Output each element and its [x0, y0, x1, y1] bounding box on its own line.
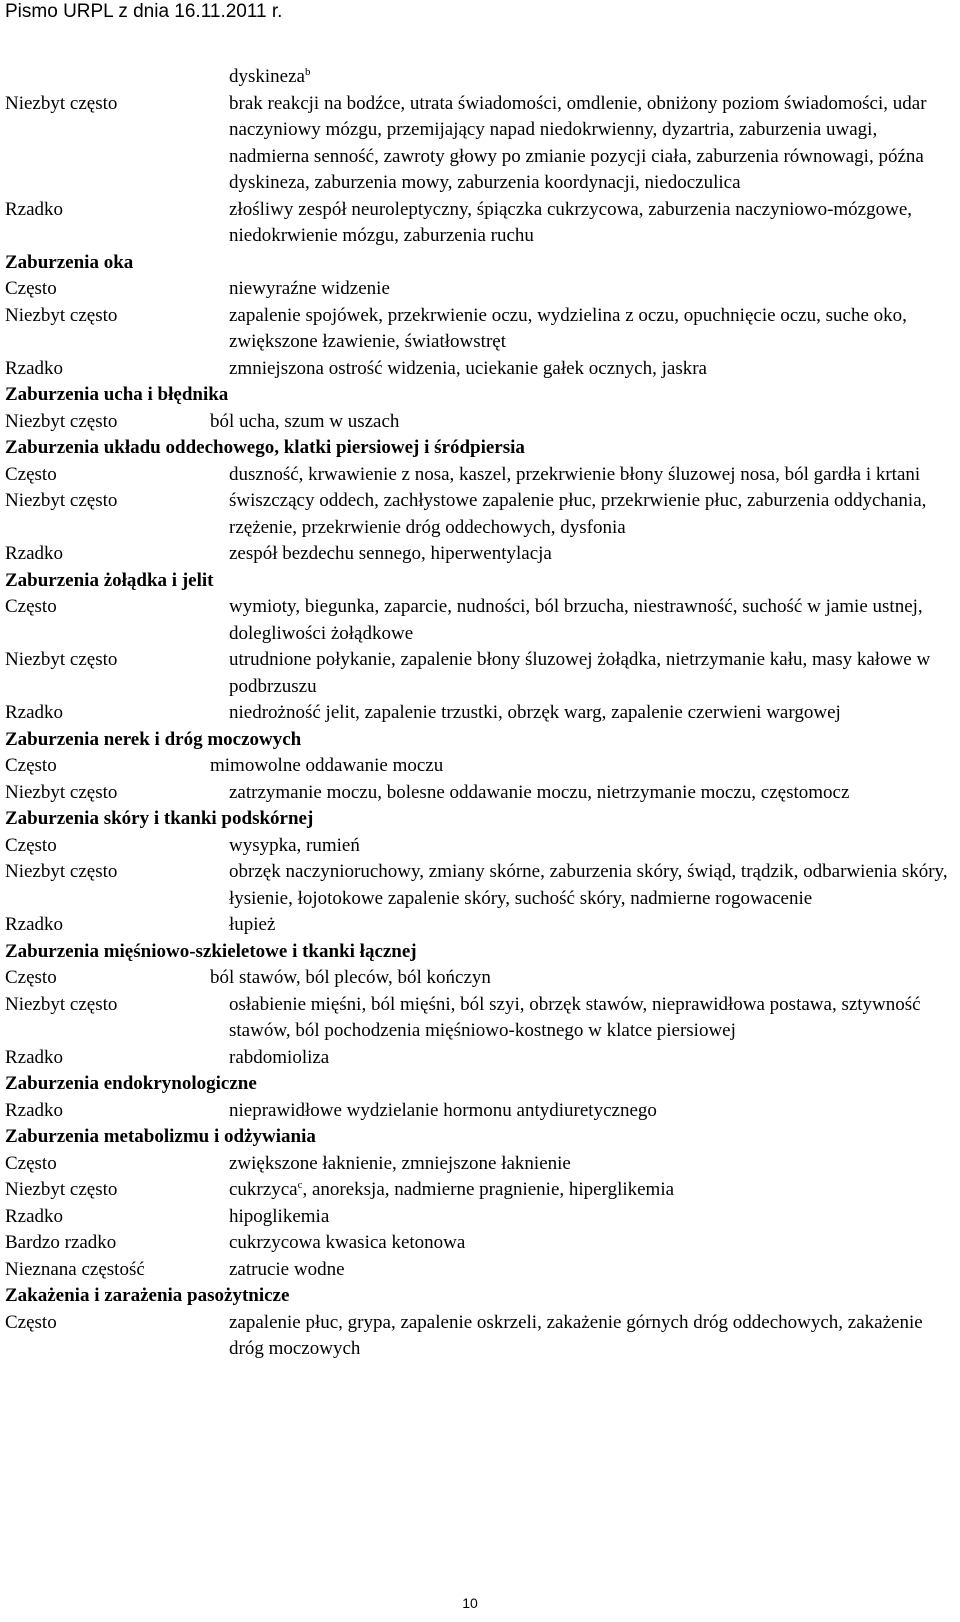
frequency-row: [5, 1204, 955, 1231]
frequency-label: Często: [5, 967, 57, 988]
frequency-label: Często: [5, 278, 57, 299]
frequency-row: [5, 1151, 955, 1178]
continuation-row: [5, 64, 955, 91]
frequency-label: Często: [5, 596, 57, 617]
frequency-label: Rzadko: [5, 357, 64, 379]
effect-description: zatrucie wodne: [229, 1258, 345, 1280]
frequency-label: Niezbyt często: [5, 490, 118, 511]
frequency-row: [5, 409, 955, 436]
frequency-label: Często: [5, 463, 57, 485]
frequency-row: [5, 1310, 955, 1363]
effect-description: zmniejszona ostrość widzenia, uciekanie gałek ocznych, jaskra: [229, 357, 707, 379]
frequency-label: Rzadko: [5, 914, 64, 935]
effect-text: cukrzyca: [229, 1179, 298, 1200]
effect-description: cukrzycowa kwasica ketonowa: [229, 1232, 466, 1253]
section-heading: Zaburzenia endokrynologiczne: [5, 1073, 257, 1094]
effect-description: ból ucha, szum w uszach: [210, 410, 400, 432]
frequency-row: [5, 859, 955, 912]
section-heading: Zaburzenia układu oddechowego, klatki piersiowej i śródpiersia: [5, 437, 525, 458]
frequency-label: Niezbyt często: [5, 861, 118, 882]
section-heading: Zaburzenia skóry i tkanki podskórnej: [5, 808, 314, 829]
effect-description: mimowolne oddawanie moczu: [210, 755, 444, 776]
effect-description: świszczący oddech, zachłystowe zapalenie płuc, przekrwienie płuc, zaburzenia oddychania, rzężenie, przekrwienie dróg oddechowych, dysfonia: [229, 490, 927, 538]
frequency-row: [5, 356, 955, 383]
section-heading: Zaburzenia oka: [5, 251, 134, 273]
effect-description: zwiększone łaknienie, zmniejszone łaknienie: [229, 1152, 571, 1174]
frequency-label: Niezbyt często: [5, 781, 118, 803]
frequency-row: [5, 1177, 955, 1204]
frequency-row: [5, 992, 955, 1045]
effect-description: zatrzymanie moczu, bolesne oddawanie moczu, nietrzymanie moczu, częstomocz: [229, 781, 850, 803]
effect-description: wysypka, rumień: [229, 834, 360, 856]
effect-description: nieprawidłowe wydzielanie hormonu antydiuretycznego: [229, 1099, 657, 1121]
effect-description: łupież: [229, 914, 276, 935]
section-heading: Zaburzenia żołądka i jelit: [5, 569, 214, 591]
effect-description: obrzęk naczynioruchowy, zmiany skórne, zaburzenia skóry, świąd, trądzik, odbarwienia skóry, łysienie, łojotokowe zapalenie skóry, suchość skóry, nadmierne rogowacenie: [229, 861, 948, 909]
frequency-label: Bardzo rzadko: [5, 1232, 117, 1253]
frequency-row: [5, 753, 955, 780]
frequency-label: Rzadko: [5, 1205, 64, 1227]
section-heading: Zakażenia i zarażenia pasożytnicze: [5, 1285, 290, 1306]
effect-description: osłabienie mięśni, ból mięśni, ból szyi, obrzęk stawów, nieprawidłowa postawa, sztywność stawów, ból pochodzenia mięśniowo-kostnego w klatce piersiowej: [229, 993, 921, 1041]
frequency-row: [5, 303, 955, 356]
frequency-label: Niezbyt często: [5, 993, 118, 1015]
frequency-label: Często: [5, 1311, 57, 1333]
frequency-label: Rzadko: [5, 198, 64, 220]
frequency-label: Niezbyt często: [5, 1179, 118, 1200]
effect-description: rabdomioliza: [229, 1046, 330, 1068]
frequency-row: [5, 594, 955, 647]
footnote-marker: b: [304, 66, 311, 78]
frequency-label: Rzadko: [5, 543, 64, 564]
frequency-label: Niezbyt często: [5, 410, 118, 432]
frequency-label: Niezbyt często: [5, 304, 118, 326]
frequency-row: [5, 488, 955, 541]
frequency-row: [5, 780, 955, 807]
effect-text: , anoreksja, nadmierne pragnienie, hiperglikemia: [302, 1179, 675, 1200]
effect-description: wymioty, biegunka, zaparcie, nudności, ból brzucha, niestrawność, suchość w jamie ustnej, dolegliwości żołądkowe: [229, 596, 923, 644]
effect-description: złośliwy zespół neuroleptyczny, śpiączka cukrzycowa, zaburzenia naczyniowo-mózgowe, niedokrwienie mózgu, zaburzenia ruchu: [229, 198, 913, 246]
effect-description: zapalenie płuc, grypa, zapalenie oskrzeli, zakażenie górnych dróg oddechowych, zakażenie dróg moczowych: [229, 1311, 923, 1359]
frequency-row: [5, 91, 955, 197]
effect-description: brak reakcji na bodźce, utrata świadomości, omdlenie, obniżony poziom świadomości, udar naczyniowy mózgu, przemijający napad niedokrwienny, dyzartria, zaburzenia uwagi, nadmierna senność, zawroty głowy po zmianie pozycji ciała, zaburzenia równowagi, późna dyskineza, zaburzenia mowy, zaburzenia koordynacji, niedoczulica: [229, 92, 927, 193]
frequency-label: Rzadko: [5, 1099, 64, 1121]
section-heading: Zaburzenia ucha i błędnika: [5, 384, 229, 405]
frequency-row: [5, 647, 955, 700]
frequency-label: Nieznana częstość: [5, 1258, 145, 1280]
frequency-row: [5, 276, 955, 303]
effect-description: niewyraźne widzenie: [229, 278, 390, 299]
frequency-row: [5, 1230, 955, 1257]
effect-description: [229, 1177, 955, 1204]
effect-description: utrudnione połykanie, zapalenie błony śluzowej żołądka, nietrzymanie kału, masy kałowe w podbrzuszu: [229, 649, 931, 697]
effect-description: duszność, krwawienie z nosa, kaszel, przekrwienie błony śluzowej nosa, ból gardła i krtani: [229, 463, 921, 485]
frequency-label: Niezbyt często: [5, 649, 118, 670]
frequency-label: Niezbyt często: [5, 92, 118, 114]
page-number: 10: [462, 1595, 478, 1611]
adverse-effects-list: [5, 64, 955, 1363]
frequency-row: [5, 965, 955, 992]
document-header: Pismo URPL z dnia 16.11.2011 r.: [5, 1, 283, 22]
frequency-row: [5, 462, 955, 489]
section-heading: Zaburzenia mięśniowo-szkieletowe i tkanki łącznej: [5, 940, 417, 962]
effect-description: hipoglikemia: [229, 1205, 330, 1227]
frequency-label: Często: [5, 834, 57, 856]
section-heading: Zaburzenia metabolizmu i odżywiania: [5, 1126, 316, 1147]
frequency-row: [5, 541, 955, 568]
frequency-row: [5, 700, 955, 727]
frequency-row: [5, 912, 955, 939]
frequency-label: Rzadko: [5, 1046, 64, 1068]
effect-description: zespół bezdechu sennego, hiperwentylacja: [229, 543, 552, 564]
effect-description: ból stawów, ból pleców, ból kończyn: [210, 967, 491, 988]
frequency-row: [5, 833, 955, 860]
frequency-label: Rzadko: [5, 702, 64, 723]
effect-description: niedrożność jelit, zapalenie trzustki, obrzęk warg, zapalenie czerwieni wargowej: [229, 702, 841, 723]
section-heading: Zaburzenia nerek i dróg moczowych: [5, 728, 302, 750]
continuation-text: dyskineza: [229, 66, 305, 87]
frequency-label: Często: [5, 1152, 57, 1174]
frequency-row: [5, 197, 955, 250]
effect-description: [229, 64, 955, 91]
frequency-row: [5, 1098, 955, 1125]
footnote-marker: c: [297, 1179, 303, 1191]
frequency-label: Często: [5, 755, 57, 776]
effect-description: zapalenie spojówek, przekrwienie oczu, wydzielina z oczu, opuchnięcie oczu, suche oko, zwiększone łzawienie, światłowstręt: [229, 304, 907, 352]
frequency-row: [5, 1257, 955, 1284]
frequency-row: [5, 1045, 955, 1072]
